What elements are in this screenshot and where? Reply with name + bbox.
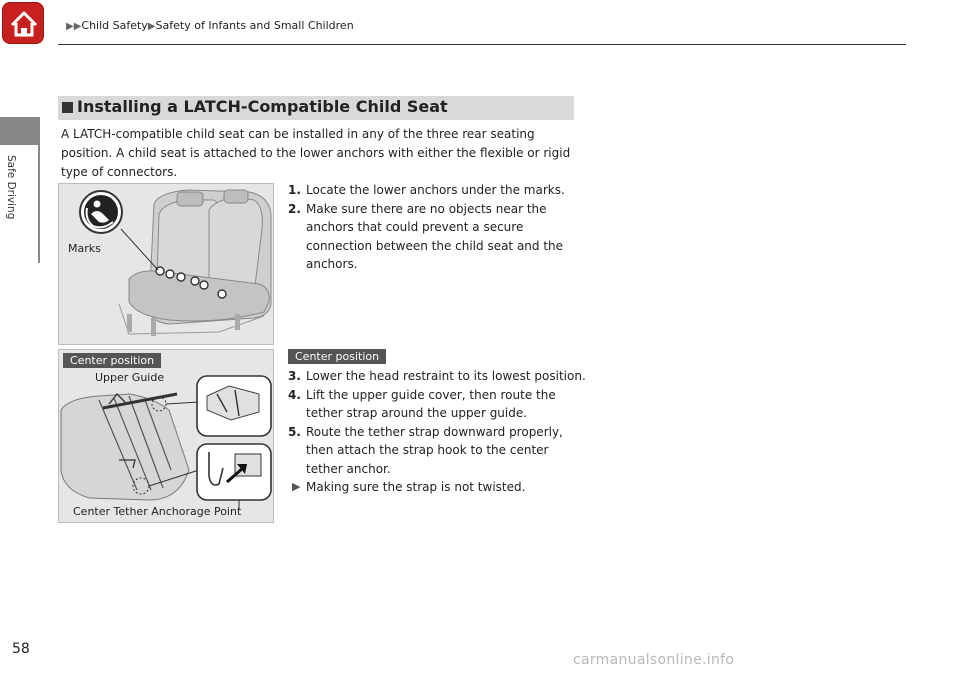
watermark: carmanualsonline.info [573,652,735,668]
breadcrumb-child-safety[interactable]: Child Safety [81,19,148,32]
breadcrumb [66,19,354,32]
section-heading [58,96,574,120]
figure-lower-anchors [58,183,274,345]
step-number: 5. [288,424,301,439]
header-rule [58,44,906,45]
step-1 [288,181,588,200]
home-icon [3,3,45,45]
step-text: Locate the lower anchors under the marks. [306,183,565,197]
rear-seat-illustration [59,184,274,345]
center-position-badge: Center position [288,349,386,364]
step-text: Lift the upper guide cover, then route the tether strap around the upper guide. [306,387,556,420]
step-note [288,478,588,497]
figure-tether [58,349,274,523]
upper-guide-label: Upper Guide [95,371,165,384]
side-tab-label[interactable]: Safe Driving [5,155,17,220]
breadcrumb-arrow-icon: ▶ [147,21,156,32]
step-number: 3. [288,369,301,383]
section-square-icon [62,102,73,113]
step-number: 1. [288,183,301,197]
side-tab-marker [0,117,40,145]
section-title: Installing a LATCH-Compatible Child Seat [77,97,448,116]
home-button[interactable] [2,2,44,44]
steps-group-1 [288,181,588,274]
side-tab-line [38,145,40,263]
note-text: Making sure the strap is not twisted. [306,480,526,494]
figure-center-position-badge: Center position [63,353,161,368]
step-3 [288,367,588,386]
steps-group-2 [288,367,588,497]
intro-paragraph: A LATCH-compatible child seat can be installed in any of the three rear seating position. A child seat is attached to the lower anchors with either the flexible or rigid type of connectors. [61,127,571,179]
breadcrumb-current[interactable]: Safety of Infants and Small Children [155,19,354,32]
note-arrow-icon: ▶ [292,480,301,493]
breadcrumb-arrow-icon: ▶▶ [66,21,82,32]
center-tether-anchor-label: Center Tether Anchorage Point [73,505,242,518]
step-text: Lower the head restraint to its lowest position. [306,369,586,383]
step-text: Make sure there are no objects near the anchors that could prevent a secure connection between the child seat and the anchors. [306,201,564,271]
step-text: Route the tether strap downward properly, then attach the strap hook to the center tether anchor. [306,424,563,476]
tether-illustration [59,350,274,523]
step-5 [288,423,588,479]
step-number: 2. [288,201,301,216]
page-number: 58 [12,641,30,657]
step-2 [288,200,588,274]
marks-label: Marks [68,242,101,255]
step-4 [288,386,588,423]
step-number: 4. [288,387,301,402]
